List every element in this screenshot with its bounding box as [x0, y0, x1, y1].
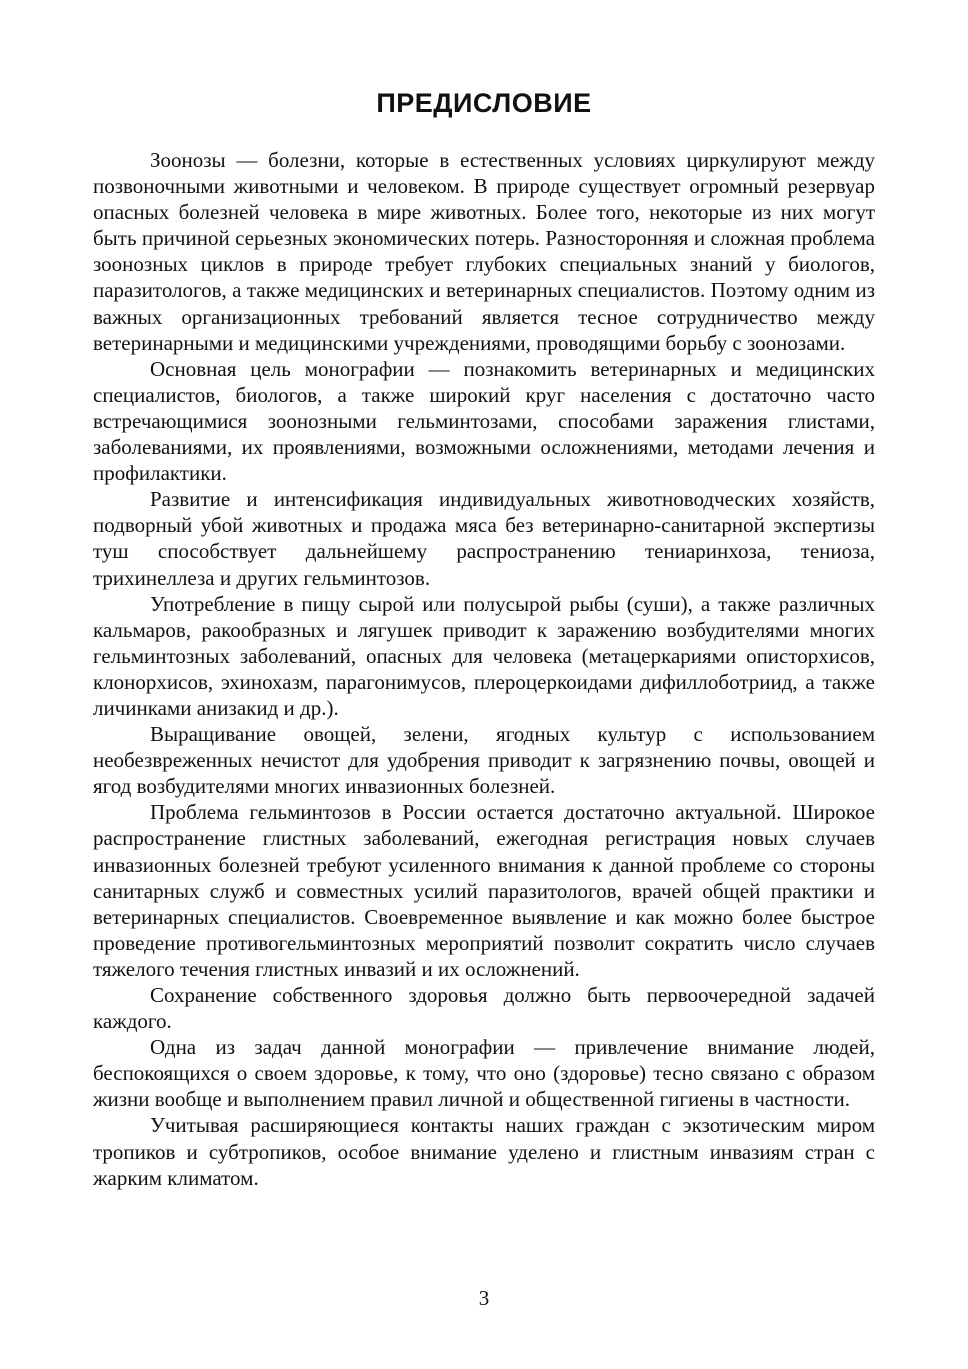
paragraph-monograph-goal: Основная цель монографии — познакомить ветеринарных и медицинских специалистов, биологов, а также широкий круг населения с достаточно часто встречающимися зоонозными гельминтозами, способами заражения глистами, заболеваниями, их проявлениями, возможными осложнениями, методами лечения и профилактики. — [93, 356, 875, 486]
paragraph-own-health: Сохранение собственного здоровья должно быть первоочередной задачей каждого. — [93, 983, 875, 1034]
page-title: ПРЕДИСЛОВИЕ — [376, 88, 592, 118]
paragraph-livestock-farming: Развитие и интенсификация индивидуальных животноводческих хозяйств, подворный убой животных и продажа мяса без ветеринарно-санитарной экспертизы туш способствует дальнейшему распространению тениаринхоза, тениоза, трихинеллеза и других гельминтозов. — [93, 487, 875, 590]
paragraph-russia-problem: Проблема гельминтозов в России остается достаточно актуальной. Широкое распространение глистных заболеваний, ежегодная регистрация новых случаев инвазионных болезней требуют усиленного внимания к данной проблеме со стороны санитарных служб и совместных усилий паразитологов, врачей общей практики и ветеринарных специалистов. Своевременное выявление и как можно более быстрое проведение противогельминтозных мероприятий позволит сократить число случаев тяжелого течения глистных инвазий и их осложнений. — [93, 800, 875, 981]
paragraph-raw-fish: Употребление в пищу сырой или полусырой рыбы (суши), а также различных кальмаров, ракообразных и лягушек приводит к заражению возбудителями многих гельминтозных заболеваний, опасных для человека (метацеркариями описторхисов, клонорхисов, эхинохазм, парагонимусов, плероцеркоидами дифиллоботриид, а также личинками анизакид и др.). — [93, 591, 875, 720]
paragraph-monograph-task: Одна из задач данной монографии — привлечение внимание людей, беспокоящихся о своем здоровье, к тому, что оно (здоровье) тесно связано с образом жизни вообще и выполнением правил личной и общественной гигиены в частности. — [93, 1035, 875, 1112]
paragraph-tropics: Учитывая расширяющиеся контакты наших граждан с экзотическим миром тропиков и субтропиков, особое внимание уделено и глистным инвазиям стран с жарким климатом. — [93, 1113, 875, 1190]
paragraph-zoonoses-definition: Зоонозы — болезни, которые в естественных условиях циркулируют между позвоночными животными и человеком. В природе существует огромный резервуар опасных болезней человека в мире животных. Более того, некоторые из них могут быть причиной серьезных экономических потерь. Разносторонняя и сложная проблема зоонозных циклов в природе требует глубоких специальных знаний у биологов, паразитологов, а также медицинских и ветеринарных специалистов. Поэтому одним из важных организационных требований является тесное сотрудничество между ветеринарными и медицинскими учреждениями, проводящими борьбу с зоонозами. — [93, 148, 875, 355]
document-page — [93, 88, 875, 1191]
page-number: 3 — [478, 1286, 490, 1310]
paragraph-vegetables: Выращивание овощей, зелени, ягодных культур с использованием необезвреженных нечистот для удобрения приводит к загрязнению почвы, овощей и ягод возбудителями многих инвазионных болезней. — [93, 722, 875, 799]
